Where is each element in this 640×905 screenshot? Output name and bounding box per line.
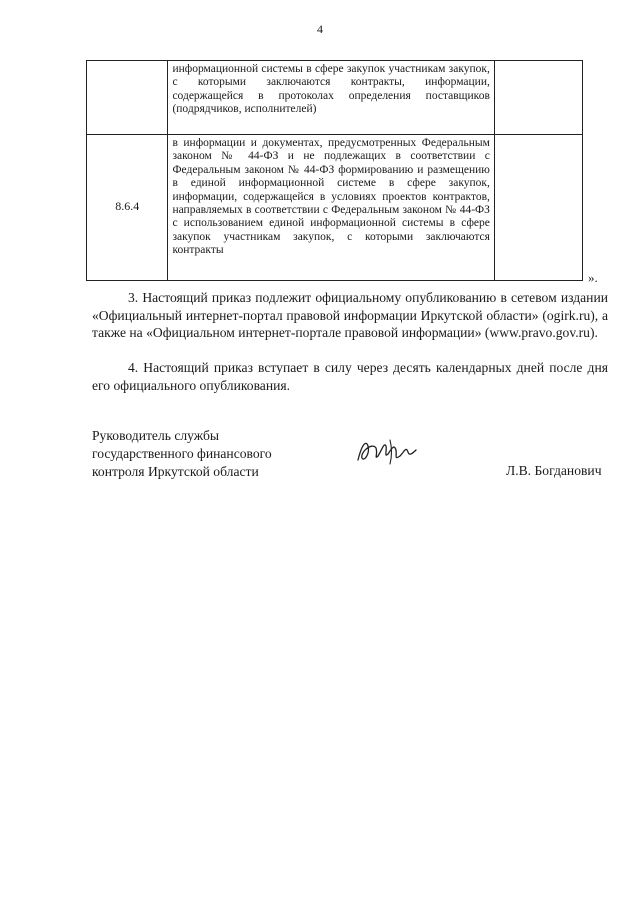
- position-line: государственного финансового: [92, 446, 272, 461]
- page-number: 4: [317, 22, 323, 36]
- handwritten-signature: [354, 434, 424, 468]
- signatory-position: [92, 427, 322, 481]
- table-row: [87, 61, 583, 135]
- item-text-cell: информационной системы в сфере закупок участникам закупок, с которыми заключаются контракты, информации, содержащейся в протоколах определения поставщиков (подрядчиков, исполнителей): [168, 61, 494, 135]
- item-number-cell: 8.6.4: [87, 135, 168, 281]
- item-number-cell: [87, 61, 168, 135]
- paragraph-effective-date: 4. Настоящий приказ вступает в силу через десять календарных дней после дня его официального опубликования.: [92, 360, 608, 393]
- position-line: Руководитель службы: [92, 428, 220, 443]
- closing-quote-mark: ».: [588, 270, 598, 285]
- table-row: [87, 135, 583, 281]
- position-line: контроля Иркутской области: [92, 464, 259, 479]
- regulation-table: [86, 60, 583, 281]
- item-text-cell: в информации и документах, предусмотренных Федеральным законом № 44-ФЗ и не подлежащих в соответствии с Федеральным законом № 44-ФЗ формированию и размещению в единой информационной системе в сфере закупок, информации, содержащейся в условиях проектов контрактов, направляемых в соответствии с Федеральным законом № 44-ФЗ с использованием единой информационной системы в сфере закупок участникам закупок, с которыми заключаются контракты: [168, 135, 494, 281]
- signer-name: Л.В. Богданович: [506, 463, 602, 478]
- paragraph-publication: 3. Настоящий приказ подлежит официальному опубликованию в сетевом издании «Официальный интернет-портал правовой информации Иркутской области» (ogirk.ru), а также на «Официальном интернет-портале правовой информации» (www.pravo.gov.ru).: [92, 290, 608, 341]
- item-extra-cell: [494, 61, 582, 135]
- item-extra-cell: [494, 135, 582, 281]
